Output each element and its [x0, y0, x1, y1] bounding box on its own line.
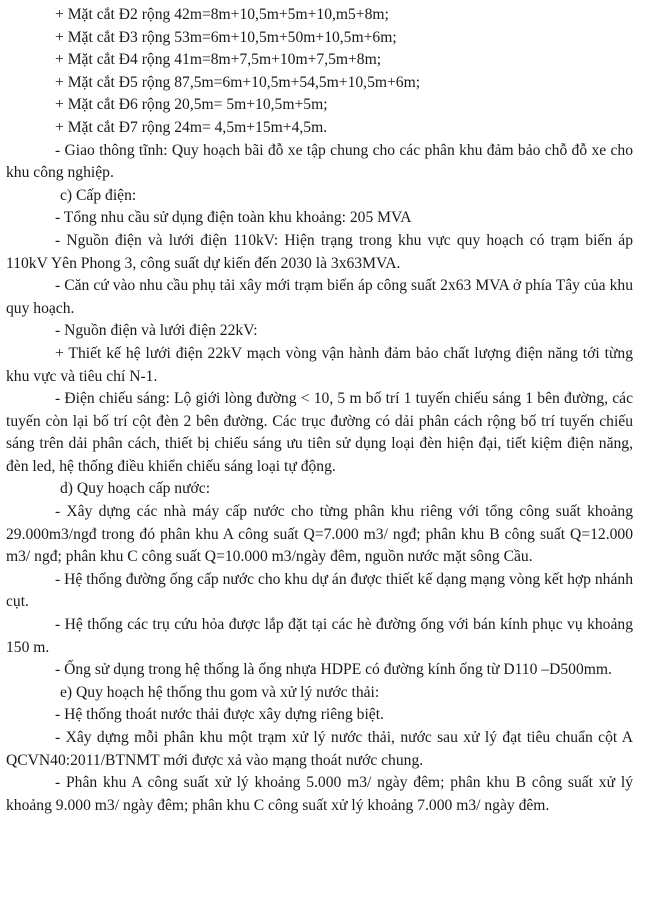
- section-line-d2: + Mặt cắt Đ2 rộng 42m=8m+10,5m+5m+10,m5+8m;: [55, 6, 389, 23]
- power-110kv-paragraph: - Nguồn điện và lưới điện 110kV: Hiện trạng trong khu vực quy hoạch có trạm biến áp 110kV Yên Phong 3, công suất dự kiến đến 2030 là 3x63MVA.: [6, 231, 633, 272]
- static-traffic-paragraph: - Giao thông tĩnh: Quy hoạch bãi đỗ xe tập chung cho các phân khu đảm bảo chỗ đỗ xe cho khu công nghiệp.: [6, 141, 633, 182]
- heading-power-supply: c) Cấp điện:: [60, 186, 137, 204]
- lighting-paragraph: - Điện chiếu sáng: Lộ giới lòng đường < 10, 5 m bố trí 1 tuyến chiếu sáng 1 bên đường, các tuyến còn lại bố trí cột đèn 2 bên đường. Các trục đường có dải phân cách rộng bố trí tuyến chiếu sáng trên dải phân cách, thiết bị chiếu sáng ưu tiên sử dụng loại đèn hiện đại, tiết kiệm điện năng, đèn led, hệ thống điều khiển chiếu sáng loại tự động.: [6, 390, 633, 475]
- heading-water-supply: d) Quy hoạch cấp nước:: [60, 480, 211, 498]
- section-line-d7: + Mặt cắt Đ7 rộng 24m= 4,5m+15m+4,5m.: [55, 118, 328, 136]
- heading-wastewater: e) Quy hoạch hệ thống thu gom và xử lý nước thải:: [60, 683, 380, 701]
- wastewater-capacity-paragraph: - Phân khu A công suất xử lý khoảng 5.000 m3/ ngày đêm; phân khu B công suất xử lý khoảng 9.000 m3/ ngày đêm; phân khu C công suất xử lý khoảng 7.000 m3/ ngày đêm.: [6, 774, 633, 814]
- section-line-d3: + Mặt cắt Đ3 rộng 53m=6m+10,5m+50m+10,5m+6m;: [55, 28, 397, 46]
- power-22kv-heading: - Nguồn điện và lưới điện 22kV:: [55, 322, 258, 340]
- wastewater-treatment-paragraph: - Xây dựng mỗi phân khu một trạm xử lý nước thải, nước sau xử lý đạt tiêu chuẩn cột A QCVN40:2011/BTNMT mới được xả vào mạng thoát nước chung.: [6, 729, 633, 769]
- power-22kv-paragraph: + Thiết kế hệ lưới điện 22kV mạch vòng vận hành đảm bảo chất lượng điện năng tới từng khu vực và tiêu chí N-1.: [6, 344, 633, 385]
- section-line-d6: + Mặt cắt Đ6 rộng 20,5m= 5m+10,5m+5m;: [55, 96, 328, 114]
- wastewater-separate-paragraph: - Hệ thống thoát nước thải được xây dựng riêng biệt.: [55, 706, 384, 724]
- water-network-paragraph: - Hệ thống đường ống cấp nước cho khu dự án được thiết kế dạng mạng vòng kết hợp nhánh cụt.: [6, 570, 633, 611]
- section-line-d4: + Mặt cắt Đ4 rộng 41m=8m+7,5m+10m+7,5m+8m;: [55, 51, 382, 69]
- fire-hydrant-paragraph: - Hệ thống các trụ cứu hỏa được lắp đặt tại các hè đường ống với bán kính phục vụ khoảng 150 m.: [6, 616, 633, 656]
- water-plants-paragraph: - Xây dựng các nhà máy cấp nước cho từng phân khu riêng với tổng công suất khoảng 29.000m3/ngđ trong đó phân khu A công suất Q=7.000 m3/ ngđ; phân khu B công suất Q=12.000 m3/ ngđ; phân khu C công suất Q=10.000 m3/ngày đêm, nguồn nước mặt sông Cầu.: [6, 503, 633, 566]
- power-demand-paragraph: - Tổng nhu cầu sử dụng điện toàn khu khoảng: 205 MVA: [55, 209, 412, 227]
- pipe-material-paragraph: - Ống sử dụng trong hệ thống là ống nhựa HDPE có đường kính ống từ D110 –D500mm.: [55, 661, 612, 679]
- new-substation-paragraph: - Căn cứ vào nhu cầu phụ tải xây mới trạm biến áp công suất 2x63 MVA ở phía Tây của khu quy hoạch.: [6, 277, 633, 317]
- section-line-d5: + Mặt cắt Đ5 rộng 87,5m=6m+10,5m+54,5m+10,5m+6m;: [55, 73, 421, 91]
